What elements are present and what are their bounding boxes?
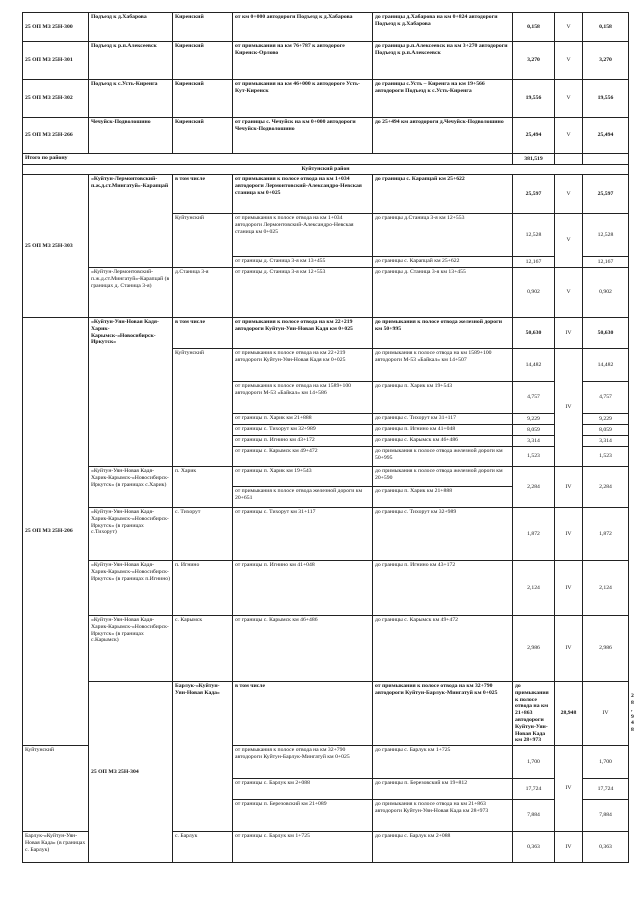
road-district: д.Станица 3-я (173, 268, 233, 318)
road-length-total: 1,872 (583, 508, 629, 561)
road-to: до границы с. Тихорут км 31+117 (373, 414, 513, 425)
road-district: Куйтунский (173, 214, 233, 268)
road-length-total: 0,363 (583, 832, 629, 863)
road-length: 28,948 (555, 682, 583, 746)
road-length-total: 1,700 (583, 746, 629, 779)
road-to: до примыкания к полосе отвода железной дороги км 50+995 (373, 447, 513, 467)
road-name: «Куйтун-Уян-Новая Кадя-Харик-Карымск-«Новосибирск-Иркутск» (в границах с.Карымск) (89, 616, 173, 682)
road-from: от примыкания к полосе отвода на км 1589+100 автодороги М-53 «Байкал» км 14+586 (233, 382, 373, 414)
district-header: Куйтунский район (23, 165, 629, 175)
road-district: п. Игнино (173, 561, 233, 616)
road-to: до границы с. Карапцай км 25+622 (373, 175, 513, 214)
table-row (23, 118, 629, 154)
road-from: от границы д. Станица 3-я км 12+553 (233, 268, 373, 318)
road-to: до границы с. Барлук км 2+088 (373, 832, 513, 863)
road-to: до примыкания к полосе отвода на км 1589+100 автодороги М-53 «Байкал» км 14+507 (373, 349, 513, 382)
road-to: до границы п. Харик км 21+888 (373, 487, 513, 508)
road-category: V (555, 80, 583, 118)
road-length: 12,167 (513, 257, 555, 268)
table-row (23, 42, 629, 80)
road-category: IV (555, 616, 583, 682)
road-district: п. Харик (173, 467, 233, 508)
road-from: от примыкания к полосе отвода на км 1+034 автодороги Лермонтовский-Александро-Невская станица км 0+025 (233, 175, 373, 214)
total-label: Итого по району (23, 154, 513, 165)
road-name: Барлук-«Куйтун-Уян-Новая Када» (в границах с. Барлук) (23, 832, 89, 863)
road-length: 17,724 (513, 779, 555, 800)
road-to: до границы п. Харик км 19+543 (373, 382, 513, 414)
road-to: до границы с. Карымск км 46+486 (373, 436, 513, 447)
road-to: до границы д. Станица 3-я км 13+455 (373, 268, 513, 318)
road-to: до 25+494 км автодороги д.Чечуйск-Подволошино (373, 118, 513, 154)
road-category: V (555, 175, 583, 214)
road-to: до границы п. Игнино км 43+172 (373, 561, 513, 616)
road-length: 14,482 (513, 349, 555, 382)
road-code: 25 ОП МЗ 25Н-303 (23, 175, 89, 318)
district-header-row (23, 165, 629, 175)
road-length: 1,523 (513, 447, 555, 467)
road-length-total: 7,884 (583, 800, 629, 832)
road-from: от примыкания к полосе отвода на км 32+790 автодороги Куйтун-Барлук-Мингатуй км 0+025 (233, 746, 373, 779)
road-length-total: 17,724 (583, 779, 629, 800)
road-length-total: 2,124 (583, 561, 629, 616)
roads-table (22, 12, 634, 863)
road-category: IV (555, 467, 583, 508)
road-length-total: 8,059 (583, 425, 629, 436)
road-incl: в том числе (173, 318, 233, 349)
road-from: от примыкания к полосе отвода на км 22+219 автодороги Куйтун-Уян-Новая Кадя км 0+025 (233, 318, 373, 349)
road-from: от границы п. Харик км 19+543 (233, 467, 373, 487)
road-district: Куйтунский (23, 746, 89, 832)
road-to: до границы с. Тихорут км 32+989 (373, 508, 513, 561)
road-length: 3,270 (513, 42, 555, 80)
table-row (23, 318, 629, 349)
total-row (23, 154, 629, 165)
road-from: от примыкания к полосе отвода на км 22+219 автодороги Куйтун-Уян-Новая Кадя км 0+025 (233, 349, 373, 382)
road-length: 9,229 (513, 414, 555, 425)
road-name: «Куйтун-Уян-Новая Кадя-Харик-Карымск-«Новосибирск-Иркутск» (в границах с.Харик) (89, 467, 173, 508)
road-category: IV (583, 682, 629, 746)
table-row (23, 175, 629, 214)
road-length: 1,872 (513, 508, 555, 561)
road-from: от границы с. Барлук км 1+725 (233, 832, 373, 863)
road-length-total: 1,523 (583, 447, 629, 467)
road-length-total: 14,482 (583, 349, 629, 382)
road-district: с. Барлук (173, 832, 233, 863)
road-to: до примыкания к полосе отвода на км 21+863 автодороги Куйтун-Уян-Новая Када км 28+973 (513, 682, 555, 746)
road-name: «Куйтун-Уян-Новая Кадя-Харик-Карымск-«Новосибирск-Иркутск» (в границах п.Игнино) (89, 561, 173, 616)
road-to: до границы д.Хабарова на км 0+824 автодороги Подъезд к д.Хабарова (373, 13, 513, 42)
road-name: Подъезд к д.Хабарова (89, 13, 173, 42)
road-length: 2,986 (513, 616, 555, 682)
road-to: до границы с. Карымск км 49+472 (373, 616, 513, 682)
road-category: V (555, 268, 583, 318)
table-row (23, 268, 629, 318)
road-name: «Куйтун-Уян-Новая Кадя-Харик-Карымск-«Новосибирск-Иркутск» (89, 318, 173, 467)
road-to: до примыкания к полосе отвода железной дороги км 50+995 (373, 318, 513, 349)
road-from: от границы с. Тихорут км 31+117 (233, 508, 373, 561)
road-length-total: 2,284 (583, 467, 629, 508)
road-from: от границы п. Харик км 21+888 (233, 414, 373, 425)
road-category: IV (555, 349, 583, 467)
road-name: «Куйтун-Лермонтовский-п.ж.д.ст.Мингатуй»-Карапцай (89, 175, 173, 268)
road-length: 19,556 (513, 80, 555, 118)
road-from: от границы с. Барлук км 2+088 (233, 779, 373, 800)
table-row (23, 561, 629, 616)
table-row (23, 616, 629, 682)
road-to: до границы с.Усть – Киренга на км 19+566 автодороги Подъезд к с.Усть-Киренга (373, 80, 513, 118)
road-code: 25 ОП МЗ 25Н-206 (23, 318, 89, 746)
road-to: до границы с. Карапцай км 25+622 (373, 257, 513, 268)
road-length: 25,597 (513, 175, 555, 214)
road-to: до границы с. Барлук км 1+725 (373, 746, 513, 779)
road-district: Киренский (173, 118, 233, 154)
road-length: 12,528 (513, 214, 555, 257)
road-code: 25 ОП МЗ 25Н-266 (23, 118, 89, 154)
road-from: от примыкания к полосе отвода железной дороги км 20+651 (233, 487, 373, 508)
road-length-total: 25,494 (583, 118, 629, 154)
road-district: с. Тихорут (173, 508, 233, 561)
road-code: 25 ОП МЗ 25Н-304 (89, 682, 173, 863)
road-name: «Куйтун-Уян-Новая Кадя-Харик-Карымск-«Новосибирск-Иркутск» (в границах с.Тихорут) (89, 508, 173, 561)
road-category: V (555, 13, 583, 42)
road-name: Подъезд к р.п.Алексеевск (89, 42, 173, 80)
table-row: 25 ОП МЗ 25Н-304 Барлук-«Куйтун-Уян-Новая Када» в том числе от примыкания к полосе отвода на км 32+790 автодороги Куйтун-Барлук-Мингатуй км 0+025 до примыкания к полосе отвода на км 21+863 автодороги Куйтун-Уян-Новая Када км 28+973 28,948 IV 28,948 (23, 682, 629, 746)
road-length-total: 0,158 (583, 13, 629, 42)
road-category: V (555, 214, 583, 268)
road-from: от примыкания на км 76+787 к автодороге Киренск-Орлово (233, 42, 373, 80)
road-from: от границы п. Игнино км 41+048 (233, 561, 373, 616)
road-length-total: 3,314 (583, 436, 629, 447)
road-length: 25,494 (513, 118, 555, 154)
road-name: Чечуйск-Подволошино (89, 118, 173, 154)
road-length-total: 12,167 (583, 257, 629, 268)
road-length: 50,630 (513, 318, 555, 349)
road-length: 1,700 (513, 746, 555, 779)
table-row (23, 80, 629, 118)
road-to: до примыкания к полосе отвода железной дороги км 20+590 (373, 467, 513, 487)
road-district: Киренский (173, 80, 233, 118)
table-row (23, 508, 629, 561)
road-length-total: 4,757 (583, 382, 629, 414)
road-to: до границы р.п.Алексеевск на км 3+270 автодороги Подъезд к р.п.Алексеевск (373, 42, 513, 80)
road-length-total: 2,986 (583, 616, 629, 682)
road-length: 0,902 (513, 268, 555, 318)
road-from: от границы с. Тихорут км 32+989 (233, 425, 373, 436)
road-to: до границы д.Станица 3-я км 12+553 (373, 214, 513, 257)
road-from: от примыкания к полосе отвода на км 32+790 автодороги Куйтун-Барлук-Мингатуй км 0+025 (373, 682, 513, 746)
road-length-total: 25,597 (583, 175, 629, 214)
road-length: 0,363 (513, 832, 555, 863)
road-from: от примыкания на км 46+000 к автодороге Усть-Кут-Киренск (233, 80, 373, 118)
road-code: 25 ОП МЗ 25Н-302 (23, 80, 89, 118)
road-from: от границы п. Игнино км 43+172 (233, 436, 373, 447)
road-from: от границы с. Карымск км 46+486 (233, 616, 373, 682)
road-category: IV (555, 508, 583, 561)
road-from: от границы д. Станица 3-я км 13+455 (233, 257, 373, 268)
road-category: IV (555, 832, 583, 863)
road-from: от границы с. Карымск км 49+472 (233, 447, 373, 467)
road-length: 2,124 (513, 561, 555, 616)
total-value: 381,519 (513, 154, 555, 165)
road-name: Подъезд к с.Усть-Киренга (89, 80, 173, 118)
road-length: 0,158 (513, 13, 555, 42)
road-district: Киренский (173, 13, 233, 42)
road-code: 25 ОП МЗ 25Н-301 (23, 42, 89, 80)
road-category: IV (555, 318, 583, 349)
road-length-total: 3,270 (583, 42, 629, 80)
road-length-total: 0,902 (583, 268, 629, 318)
road-category: IV (555, 746, 583, 832)
road-code: 25 ОП МЗ 25Н-300 (23, 13, 89, 42)
road-length-total: 50,630 (583, 318, 629, 349)
road-length-total: 19,556 (583, 80, 629, 118)
road-length: 7,884 (513, 800, 555, 832)
road-district: Киренский (173, 42, 233, 80)
road-length-total: 9,229 (583, 414, 629, 425)
road-to: до границы п. Игнино км 41+048 (373, 425, 513, 436)
road-length-total: 12,528 (583, 214, 629, 257)
road-length: 2,284 (513, 467, 555, 508)
road-length: 8,059 (513, 425, 555, 436)
road-from: от км 0+000 автодороги Подъезд к д.Хабарова (233, 13, 373, 42)
road-from: от примыкания к полосе отвода на км 1+034 автодороги Лермонтовский-Александро-Невская станица км 0+025 (233, 214, 373, 257)
road-length: 4,757 (513, 382, 555, 414)
road-incl: в том числе (233, 682, 373, 746)
road-to: до примыкания к полосе отвода на км 21+863 автодороги Куйтун-Уян-Новая Када км 28+973 (373, 800, 513, 832)
road-incl: в том числе (173, 175, 233, 214)
road-district: с. Карымск (173, 616, 233, 682)
table-row (23, 13, 629, 42)
road-category: V (555, 118, 583, 154)
road-register-page (22, 12, 634, 863)
road-category: V (555, 42, 583, 80)
table-row (23, 467, 629, 487)
road-category: IV (555, 561, 583, 616)
road-district: Куйтунский (173, 349, 233, 467)
road-from: от границы п. Березовский км 21+089 (233, 800, 373, 832)
road-from: от границы с. Чечуйск на км 0+000 автодороги Чечуйск-Подволошино (233, 118, 373, 154)
road-name: Барлук-«Куйтун-Уян-Новая Када» (173, 682, 233, 832)
road-name: «Куйтун-Лермонтовский-п.ж.д.ст.Мингатуй»-Карапцай (в границах д. Станица 3-я) (89, 268, 173, 318)
road-length: 3,314 (513, 436, 555, 447)
road-to: до границы п. Березовский км 19+812 (373, 779, 513, 800)
